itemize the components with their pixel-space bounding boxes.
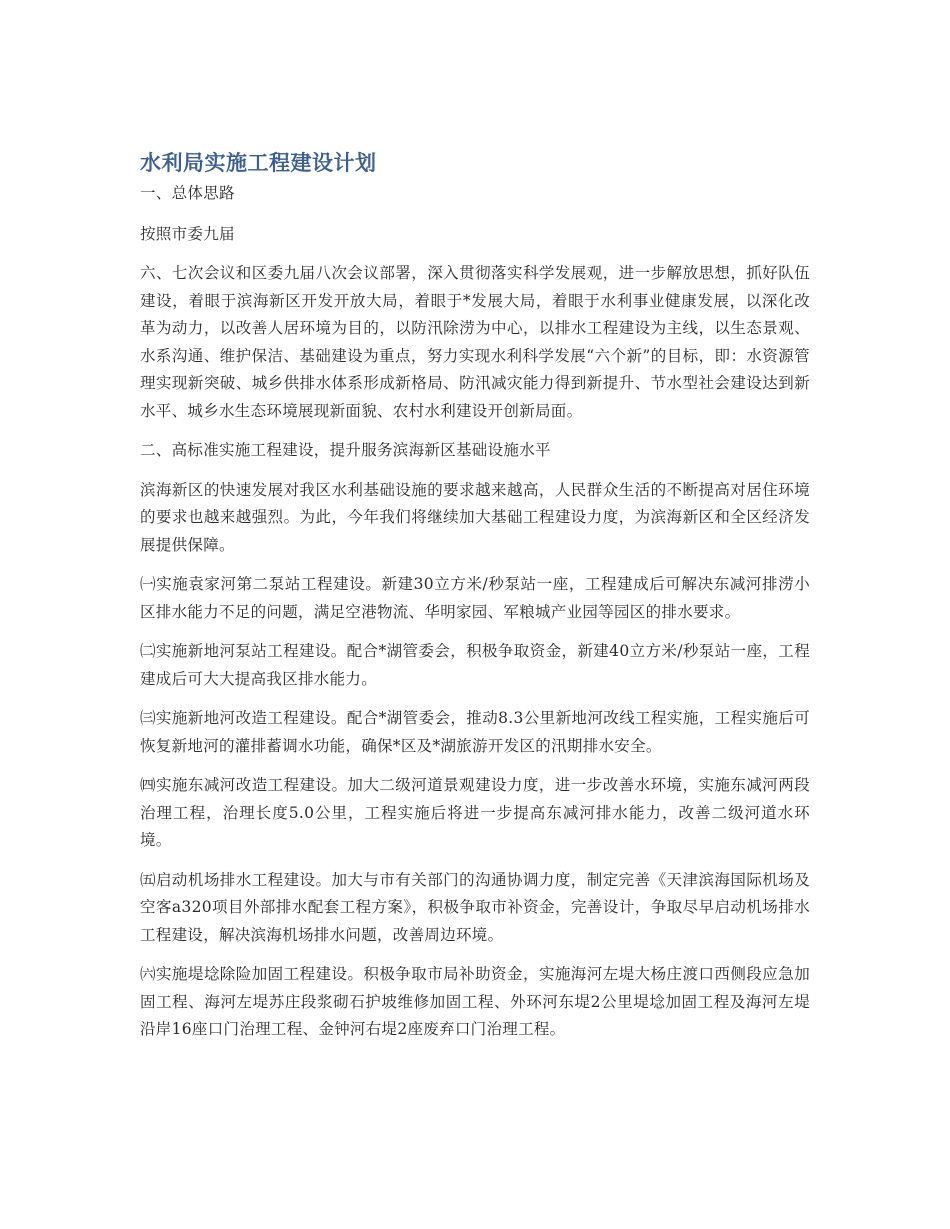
section-heading-overall-approach: 一、总体思路 xyxy=(140,184,235,202)
section-heading-engineering-construction: 二、高标准实施工程建设，提升服务滨海新区基础设施水平 xyxy=(140,441,551,459)
document-title: 水利局实施工程建设计划 xyxy=(140,151,377,175)
document-page xyxy=(140,148,810,1056)
list-item-xindihe-renovation: ㈢实施新地河改造工程建设。配合*湖管委会，推动8.3公里新地河改线工程实施，工程实施后可恢复新地河的灌排蓄调水功能，确保*区及*湖旅游开发区的汛期排水安全。 xyxy=(140,709,810,755)
paragraph-binhai-development: 滨海新区的快速发展对我区水利基础设施的要求越来越高，人民群众生活的不断提高对居住环境的要求也越来越强烈。为此，今年我们将继续加大基础工程建设力度，为滨海新区和全区经济发展提供保障。 xyxy=(140,480,810,554)
list-item-embankment-reinforcement: ㈥实施堤埝除险加固工程建设。积极争取市局补助资金，实施海河左堤大杨庄渡口西侧段应急加固工程、海河左堤苏庄段浆砌石护坡维修加固工程、外环河东堤2公里堤埝加固工程及海河左堤沿岸16座口门治理工程、金钟河右堤2座废弃口门治理工程。 xyxy=(140,965,810,1038)
list-item-xindihe-pump-station: ㈡实施新地河泵站工程建设。配合*湖管委会，积极争取资金，新建40立方米/秒泵站一座，工程建成后可大大提高我区排水能力。 xyxy=(140,642,810,688)
list-item-dongjianhe-renovation: ㈣实施东减河改造工程建设。加大二级河道景观建设力度，进一步改善水环境，实施东减河两段治理工程，治理长度5.0公里，工程实施后将进一步提高东减河排水能力，改善二级河道水环境。 xyxy=(140,776,810,849)
list-item-yuanjiahe-pump-station: ㈠实施袁家河第二泵站工程建设。新建30立方米/秒泵站一座，工程建成后可解决东减河排涝小区排水能力不足的问题，满足空港物流、华明家园、军粮城产业园等园区的排水要求。 xyxy=(140,575,810,621)
paragraph-guiding-principles: 六、七次会议和区委九届八次会议部署，深入贯彻落实科学发展观，进一步解放思想，抓好队伍建设，着眼于滨海新区开发开放大局，着眼于*发展大局，着眼于水利事业健康发展，以深化改革为动力，以改善人居环境为目的，以防汛除涝为中心，以排水工程建设为主线，以生态景观、水系沟通、维护保洁、基础建设为重点，努力实现水利科学发展“六个新”的目标，即：水资源管理实现新突破、城乡供排水体系形成新格局、防汛减灾能力得到新提升、节水型社会建设达到新水平、城乡水生态环境展现新面貌、农村水利建设开创新局面。 xyxy=(140,264,810,420)
list-item-airport-drainage: ㈤启动机场排水工程建设。加大与市有关部门的沟通协调力度，制定完善《天津滨海国际机场及空客a320项目外部排水配套工程方案》，积极争取市补资金，完善设计，争取尽早启动机场排水工程建设，解决滨海机场排水问题，改善周边环境。 xyxy=(140,870,810,944)
paragraph-intro-line: 按照市委九届 xyxy=(140,224,235,243)
